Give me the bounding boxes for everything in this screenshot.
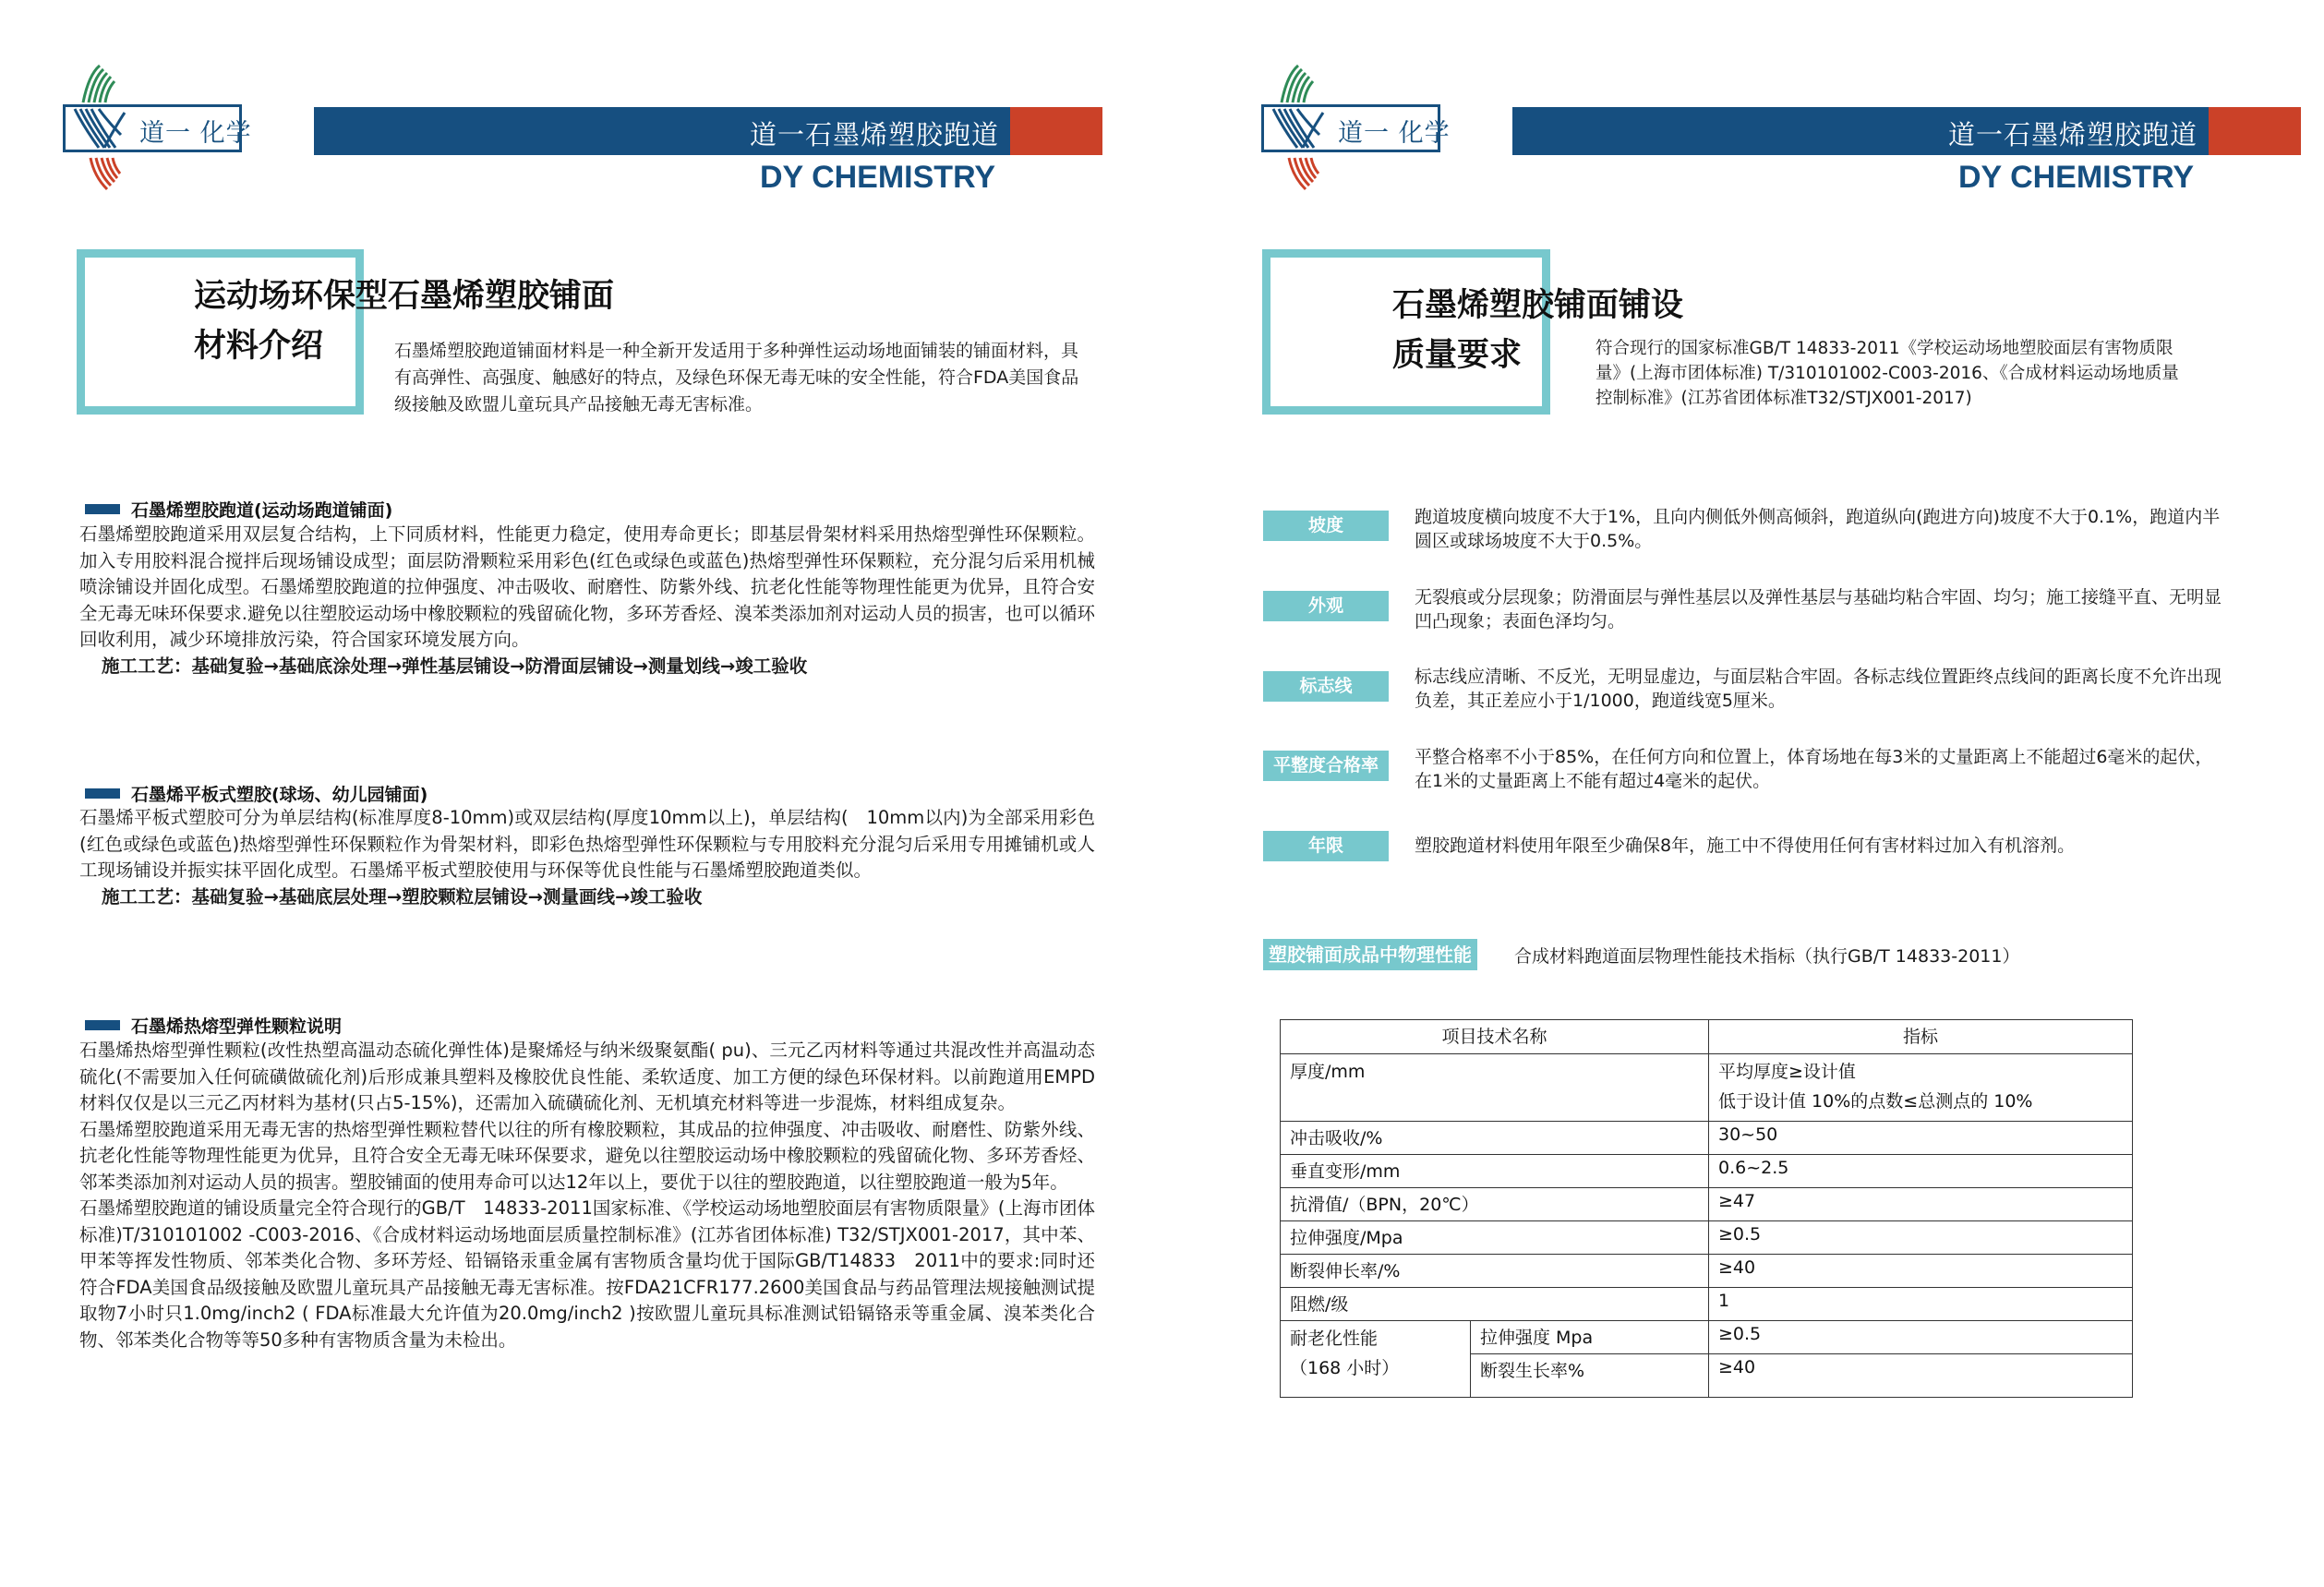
table-header-item: 项目技术名称 [1281,1020,1709,1054]
physical-properties-label: 塑胶铺面成品中物理性能 [1263,939,1477,970]
section-heading-text: 石墨烯热熔型弹性颗粒说明 [131,1016,343,1037]
section-heading [85,497,392,522]
section-paragraph: 石墨烯塑胶跑道的铺设质量完全符合现行的GB/T 14833-2011国家标准、《学校运动场地塑胶面层有害物质限量》(上海市团体标准)T/310101002 -C003-2016、《合成材料运动场地面层质量控制标准》(江苏省团体标准) T32/STJX001-2017，其中苯、甲苯等挥发性物质、邻苯类化合物、多环芳烃、铅镉铬汞重金属有害物质含量均优于国际GB/T14833 2011中的要求:同时还符合FDA美国食品级接触及欧盟儿童玩具产品接触无毒无害标准。按FDA21CFR177.2600美国食品与药品管理法规接触测试提取物7小时只1.0mg/inch2 ( FDA标准最大允许值为20.0mg/inch2 )按欧盟儿童玩具标准测试铅镉铬汞等重金属、溴苯类化合物、邻苯类化合物等等50多种有害物质含量为未检出。 [79,1197,1095,1351]
row-value-line: 平均厚度≥设计值 [1718,1062,1856,1082]
logo-stripes-icon [71,107,136,150]
section-body [79,1038,1095,1353]
section-heading-text: 石墨烯平板式塑胶(球场、幼儿园铺面) [131,785,428,805]
req-label-service-life: 年限 [1263,831,1389,861]
req-text-marking-lines: 标志线应清晰、不反光，无明显虚边，与面层粘合牢固。各标志线位置距终点线间的距离长度不允许出现负差，其正差应小于1/1000，跑道线宽5厘米。 [1415,667,2222,711]
section-bullet-icon [85,1020,120,1030]
physical-properties-caption: 合成材料跑道面层物理性能技术指标（执行GB/T 14833-2011） [1514,946,2020,967]
req-text-appearance: 无裂痕或分层现象；防滑面层与弹性基层以及弹性基层与基础均粘合牢固、均匀；施工接缝平直、无明显凹凸现象；表面色泽均匀。 [1415,587,2222,631]
logo-stripes-icon [1270,107,1334,150]
page-title-line1: 运动场环保型石墨烯塑胶铺面 [194,278,615,315]
section-heading-text: 石墨烯塑胶跑道(运动场跑道铺面) [131,500,393,521]
row-name: 冲击吸收/% [1281,1122,1709,1155]
aging-sub-value: ≥40 [1709,1354,2133,1398]
company-logo [63,58,252,197]
row-name: 断裂伸长率/% [1281,1255,1709,1288]
physical-spec-table [1280,1019,2133,1398]
brand-name-en: DY CHEMISTRY [1958,160,2195,195]
table-row [1281,1155,2133,1188]
table-row [1281,1188,2133,1221]
section-paragraph: 石墨烯热熔型弹性颗粒(改性热塑高温动态硫化弹性体)是聚烯烃与纳米级聚氨酯( pu)、三元乙丙材料等通过共混改性并高温动态硫化(不需要加入任何硫磺做硫化剂)后形成兼具塑料及橡胶优良性能、柔软适度、加工方便的绿色环保材料。以前跑道用EMPD材料仅仅是以三元乙丙材料为基材(只占5-15%)，还需加入硫磺硫化剂、无机填充材料等进一步混炼，材料组成复杂。 [79,1040,1095,1113]
table-row [1281,1054,2133,1122]
aging-name [1281,1321,1471,1398]
company-logo [1261,58,1451,197]
row-value: 0.6~2.5 [1709,1155,2133,1188]
req-label-slope: 坡度 [1263,511,1389,541]
logo-text: 道一 化学 [1338,119,1451,148]
aging-sub-name: 断裂生长率% [1471,1354,1709,1398]
row-value: ≥0.5 [1709,1221,2133,1255]
row-name: 垂直变形/mm [1281,1155,1709,1188]
aging-name-line1: 耐老化性能 [1290,1329,1379,1349]
header-bar [314,107,1102,155]
page-title-line1: 石墨烯塑胶铺面铺设 [1392,287,1684,324]
section-paragraph: 石墨烯平板式塑胶可分为单层结构(标准厚度8-10mm)或双层结构(厚度10mm以上)，单层结构( 10mm以内)为全部采用彩色(红色或绿色或蓝色)热熔型弹性环保颗粒作为骨架材料，即彩色热熔型弹性环保颗粒与专用胶料充分混匀后采用专用摊铺机或人工现场铺设并振实抹平固化成型。石墨烯平板式塑胶使用与环保等优良性能与石墨烯塑胶跑道类似。 [79,807,1095,881]
row-name: 抗滑值/（BPN，20℃） [1281,1188,1709,1221]
table-row [1281,1122,2133,1155]
section-bullet-icon [85,504,120,514]
section-body [79,522,1095,679]
req-label-marking-lines: 标志线 [1263,671,1389,702]
header-title: 道一石墨烯塑胶跑道 [1947,119,2198,150]
req-text-slope: 跑道坡度横向坡度不大于1%，且向内侧低外侧高倾斜，跑道纵向(跑进方向)坡度不大于0.1%，跑道内半圆区或球场坡度不大于0.5%。 [1415,507,2221,551]
header-red-accent [2209,107,2301,155]
row-value: ≥47 [1709,1188,2133,1221]
page-title-line2: 材料介绍 [194,328,324,365]
table-row [1281,1255,2133,1288]
logo-text: 道一 化学 [139,119,252,148]
section-body [79,805,1095,910]
row-value-line: 低于设计值 10%的点数≤总测点的 10% [1718,1091,2033,1112]
section-paragraph: 石墨烯塑胶跑道采用双层复合结构，上下同质材料，性能更力稳定，使用寿命更长；即基层骨架材料采用热熔型弹性环保颗粒。加入专用胶料混合搅拌后现场铺设成型；面层防滑颗粒采用彩色(红色或绿色或蓝色)热熔型弹性环保颗粒，充分混匀后采用机械喷涂铺设并固化成型。石墨烯塑胶跑道的拉伸强度、冲击吸收、耐磨性、防紫外线、抗老化性能等物理性能更为优异，且符合安全无毒无味环保要求.避免以往塑胶运动场中橡胶颗粒的残留硫化物，多环芳香烃、溴苯类添加剂对运动人员的损害，也可以循环回收利用，减少环境排放污染，符合国家环境发展方向。 [79,523,1095,650]
logo-box [1261,104,1451,152]
req-label-flatness: 平整度合格率 [1263,751,1389,781]
row-name: 阻燃/级 [1281,1288,1709,1321]
table-row [1281,1288,2133,1321]
row-value: 1 [1709,1288,2133,1321]
intro-paragraph: 石墨烯塑胶跑道铺面材料是一种全新开发适用于多种弹性运动场地面铺装的铺面材料，具有高弹性、高强度、触感好的特点，及绿色环保无毒无味的安全性能，符合FDA美国食品级接触及欧盟儿童玩具产品接触无毒无害标准。 [394,341,1079,415]
table-row [1281,1321,2133,1354]
section-heading [85,1013,342,1038]
section-heading [85,781,427,806]
row-value: 30~50 [1709,1122,2133,1155]
req-label-appearance: 外观 [1263,591,1389,621]
row-value: ≥40 [1709,1255,2133,1288]
header-bar [1512,107,2301,155]
aging-name-line2: （168 小时） [1290,1358,1400,1378]
row-value [1709,1054,2133,1122]
aging-sub-name: 拉伸强度 Mpa [1471,1321,1709,1354]
intro-paragraph: 符合现行的国家标准GB/T 14833-2011《学校运动场地塑胶面层有害物质限量》(上海市团体标准) T/310101002-C003-2016、《合成材料运动场地质量控制标准》(江苏省团体标准T32/STJX001-2017) [1595,339,2179,408]
page-title-line2: 质量要求 [1392,337,1523,374]
process-steps: 施工工艺：基础复验→基础底层处理→塑胶颗粒层铺设→测量画线→竣工验收 [102,885,703,908]
table-header-row [1281,1020,2133,1054]
aging-sub-value: ≥0.5 [1709,1321,2133,1354]
brand-name-en: DY CHEMISTRY [760,160,996,195]
logo-box [63,104,252,152]
section-paragraph: 石墨烯塑胶跑道采用无毒无害的热熔型弹性颗粒替代以往的所有橡胶颗粒，其成品的拉伸强度、冲击吸收、耐磨性、防紫外线、抗老化性能等物理性能更为优异，且符合安全无毒无味环保要求，避免以往塑胶运动场中橡胶颗粒的残留硫化物、多环芳香烃、邻苯类添加剂对运动人员的损害。塑胶铺面的使用寿命可以达12年以上，要优于以往的塑胶跑道，以往塑胶跑道一般为5年。 [79,1118,1095,1193]
process-steps: 施工工艺：基础复验→基础底涂处理→弹性基层铺设→防滑面层铺设→测量划线→竣工验收 [102,655,808,677]
table-row [1281,1221,2133,1255]
header-red-accent [1010,107,1102,155]
row-name: 拉伸强度/Mpa [1281,1221,1709,1255]
req-text-flatness: 平整合格率不小于85%，在任何方向和位置上，体育场地在每3米的丈量距离上不能超过6毫米的起伏，在1米的丈量距离上不能有超过4毫米的起伏。 [1415,747,2213,791]
header-title: 道一石墨烯塑胶跑道 [749,119,999,150]
table-header-indicator: 指标 [1709,1020,2133,1054]
row-name: 厚度/mm [1281,1054,1709,1122]
req-text-service-life: 塑胶跑道材料使用年限至少确保8年，施工中不得使用任何有害材料过加入有机溶剂。 [1415,836,2076,856]
section-bullet-icon [85,788,120,799]
